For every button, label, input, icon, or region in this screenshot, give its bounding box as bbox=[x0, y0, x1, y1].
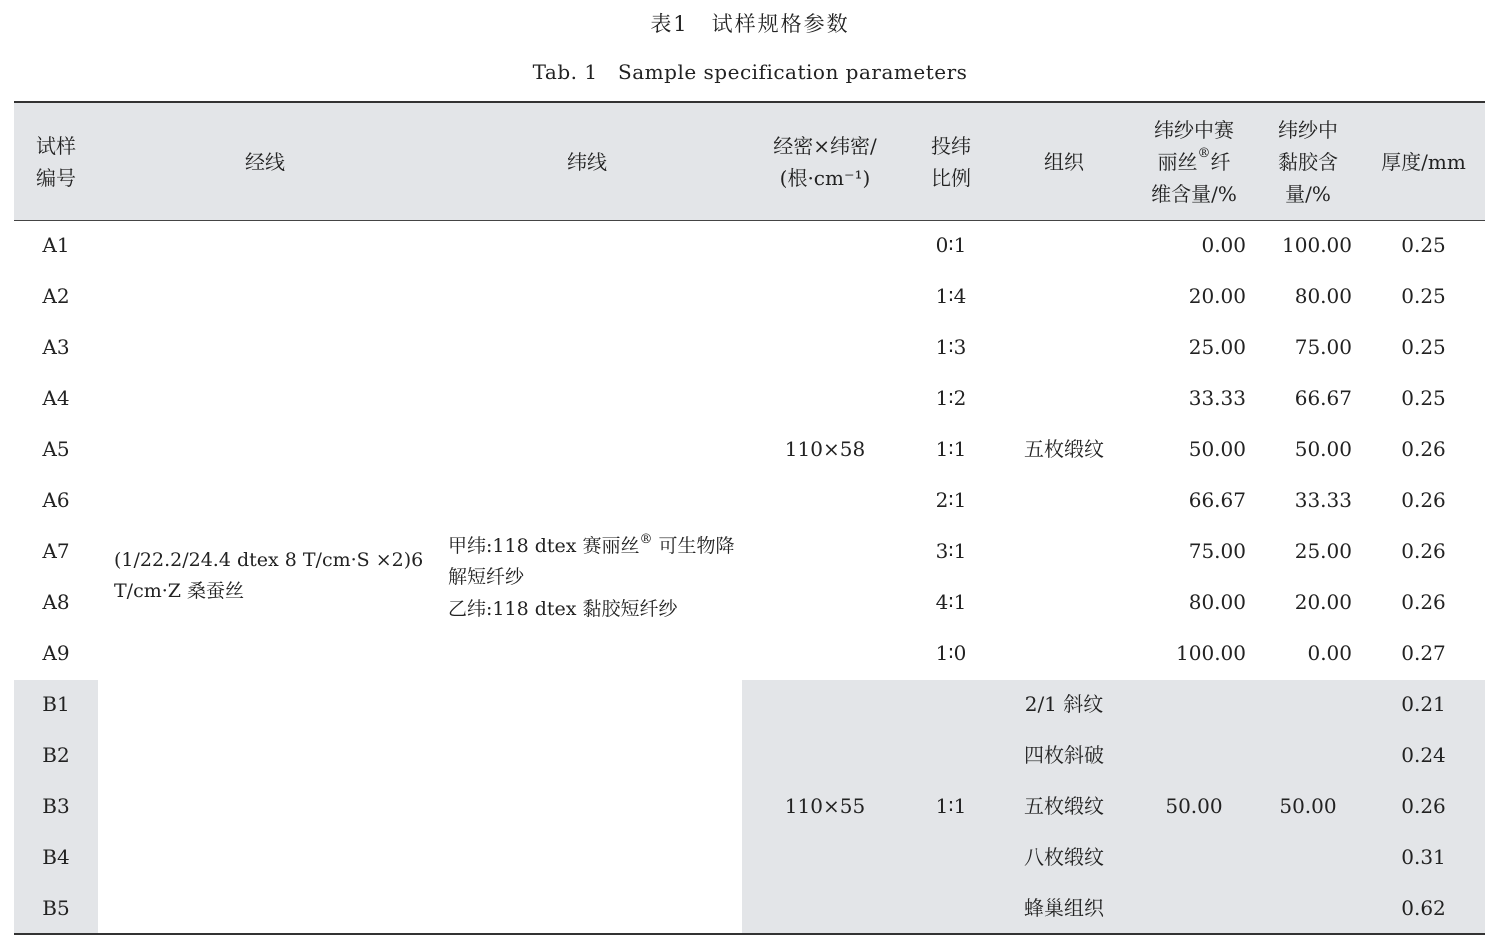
thickness: 0.62 bbox=[1401, 896, 1446, 920]
group-b-sorona: 50.00 bbox=[1165, 794, 1223, 818]
thickness: 0.25 bbox=[1401, 284, 1446, 308]
header-sorona-line3: 维含量/% bbox=[1151, 181, 1237, 206]
bottom-rule bbox=[14, 933, 1485, 935]
thickness: 0.25 bbox=[1401, 233, 1446, 257]
group-b-viscose: 50.00 bbox=[1279, 794, 1337, 818]
header-weave: 组织 bbox=[1044, 149, 1084, 174]
thickness: 0.25 bbox=[1401, 386, 1446, 410]
sorona-content: 66.67 bbox=[1188, 488, 1246, 512]
header-sorona-line1: 纬纱中赛 bbox=[1154, 117, 1234, 142]
header-sorona-line2-pre: 丽丝 bbox=[1157, 149, 1198, 174]
sorona-content: 75.00 bbox=[1188, 539, 1246, 563]
viscose-content: 100.00 bbox=[1282, 233, 1352, 257]
sample-id: A8 bbox=[42, 590, 70, 614]
sample-id: A9 bbox=[42, 641, 70, 665]
viscose-content: 80.00 bbox=[1294, 284, 1352, 308]
sample-id: A7 bbox=[42, 539, 70, 563]
viscose-content: 25.00 bbox=[1294, 539, 1352, 563]
weave: 四枚斜破 bbox=[1024, 743, 1104, 767]
thickness: 0.26 bbox=[1401, 488, 1446, 512]
header-sorona-line2-post: 纤 bbox=[1210, 149, 1231, 174]
weft-yarn-cell bbox=[448, 528, 738, 628]
sample-id: B4 bbox=[42, 845, 70, 869]
weft-ratio: 3∶1 bbox=[935, 539, 967, 563]
thickness: 0.31 bbox=[1401, 845, 1446, 869]
weft-b: 乙纬:118 dtex 黏胶短纤纱 bbox=[448, 597, 678, 620]
group-a-weave: 五枚缎纹 bbox=[1024, 437, 1104, 461]
sorona-content: 0.00 bbox=[1201, 233, 1246, 257]
table-caption-chinese: 表1 试样规格参数 bbox=[650, 12, 850, 36]
viscose-content: 75.00 bbox=[1294, 335, 1352, 359]
sample-id: B3 bbox=[42, 794, 70, 818]
sample-id: B1 bbox=[42, 692, 70, 716]
warp-yarn-cell: (1/22.2/24.4 dtex 8 T/cm·S ×2)6 T/cm·Z 桑蚕丝 bbox=[114, 548, 424, 602]
sample-id: A1 bbox=[42, 233, 70, 257]
header-weft: 纬线 bbox=[567, 149, 607, 174]
weft-a-pre: 甲纬:118 dtex 赛丽丝 bbox=[448, 534, 640, 557]
sorona-content: 100.00 bbox=[1176, 641, 1246, 665]
viscose-content: 20.00 bbox=[1294, 590, 1352, 614]
group-b-ratio: 1∶1 bbox=[935, 794, 967, 818]
sorona-content: 25.00 bbox=[1188, 335, 1246, 359]
header-viscose-content: 纬纱中 黏胶含 量/% bbox=[1278, 117, 1338, 206]
header-density: 经密×纬密/ (根·cm⁻¹) bbox=[773, 133, 877, 190]
sorona-content: 20.00 bbox=[1188, 284, 1246, 308]
thickness: 0.26 bbox=[1401, 590, 1446, 614]
weave: 八枚缎纹 bbox=[1024, 845, 1104, 869]
sample-id: B5 bbox=[42, 896, 70, 920]
thickness: 0.21 bbox=[1401, 692, 1446, 716]
group-a-density: 110×58 bbox=[784, 437, 866, 461]
weft-ratio: 2∶1 bbox=[935, 488, 967, 512]
registered-mark: ® bbox=[1197, 145, 1211, 161]
sample-id: A6 bbox=[42, 488, 70, 512]
sorona-content: 33.33 bbox=[1188, 386, 1246, 410]
sorona-content: 80.00 bbox=[1188, 590, 1246, 614]
sample-id: A3 bbox=[42, 335, 70, 359]
registered-mark: ® bbox=[639, 531, 653, 547]
weft-a-post: 可生物降解短纤纱 bbox=[448, 534, 735, 589]
header-sample-no: 试样 编号 bbox=[36, 133, 76, 190]
header-ratio: 投纬 比例 bbox=[931, 133, 971, 190]
weft-ratio: 1∶2 bbox=[935, 386, 967, 410]
sorona-content: 50.00 bbox=[1188, 437, 1246, 461]
sample-id: A4 bbox=[42, 386, 70, 410]
thickness: 0.24 bbox=[1401, 743, 1446, 767]
thickness: 0.25 bbox=[1401, 335, 1446, 359]
viscose-content: 66.67 bbox=[1294, 386, 1352, 410]
weft-ratio: 0∶1 bbox=[935, 233, 967, 257]
thickness: 0.26 bbox=[1401, 794, 1446, 818]
sample-id: B2 bbox=[42, 743, 70, 767]
header-thickness: 厚度/mm bbox=[1381, 149, 1466, 174]
group-b-density: 110×55 bbox=[784, 794, 866, 818]
weft-ratio: 1∶4 bbox=[935, 284, 967, 308]
viscose-content: 33.33 bbox=[1294, 488, 1352, 512]
viscose-content: 0.00 bbox=[1307, 641, 1352, 665]
header-sorona-line2 bbox=[1151, 146, 1237, 178]
weft-ratio: 4∶1 bbox=[935, 590, 967, 614]
viscose-content: 50.00 bbox=[1294, 437, 1352, 461]
thickness: 0.27 bbox=[1401, 641, 1446, 665]
weave: 2/1 斜纹 bbox=[1024, 692, 1104, 716]
header-warp: 经线 bbox=[245, 149, 285, 174]
weave: 五枚缎纹 bbox=[1024, 794, 1104, 818]
weft-ratio: 1∶3 bbox=[935, 335, 967, 359]
weft-ratio: 1∶0 bbox=[935, 641, 967, 665]
table-caption-english: Tab. 1 Sample specification parameters bbox=[532, 60, 968, 84]
sample-id: A2 bbox=[42, 284, 70, 308]
weft-ratio: 1∶1 bbox=[935, 437, 967, 461]
header-sorona-content bbox=[1134, 103, 1254, 220]
weave: 蜂巢组织 bbox=[1024, 896, 1104, 920]
thickness: 0.26 bbox=[1401, 539, 1446, 563]
sample-id: A5 bbox=[42, 437, 70, 461]
thickness: 0.26 bbox=[1401, 437, 1446, 461]
